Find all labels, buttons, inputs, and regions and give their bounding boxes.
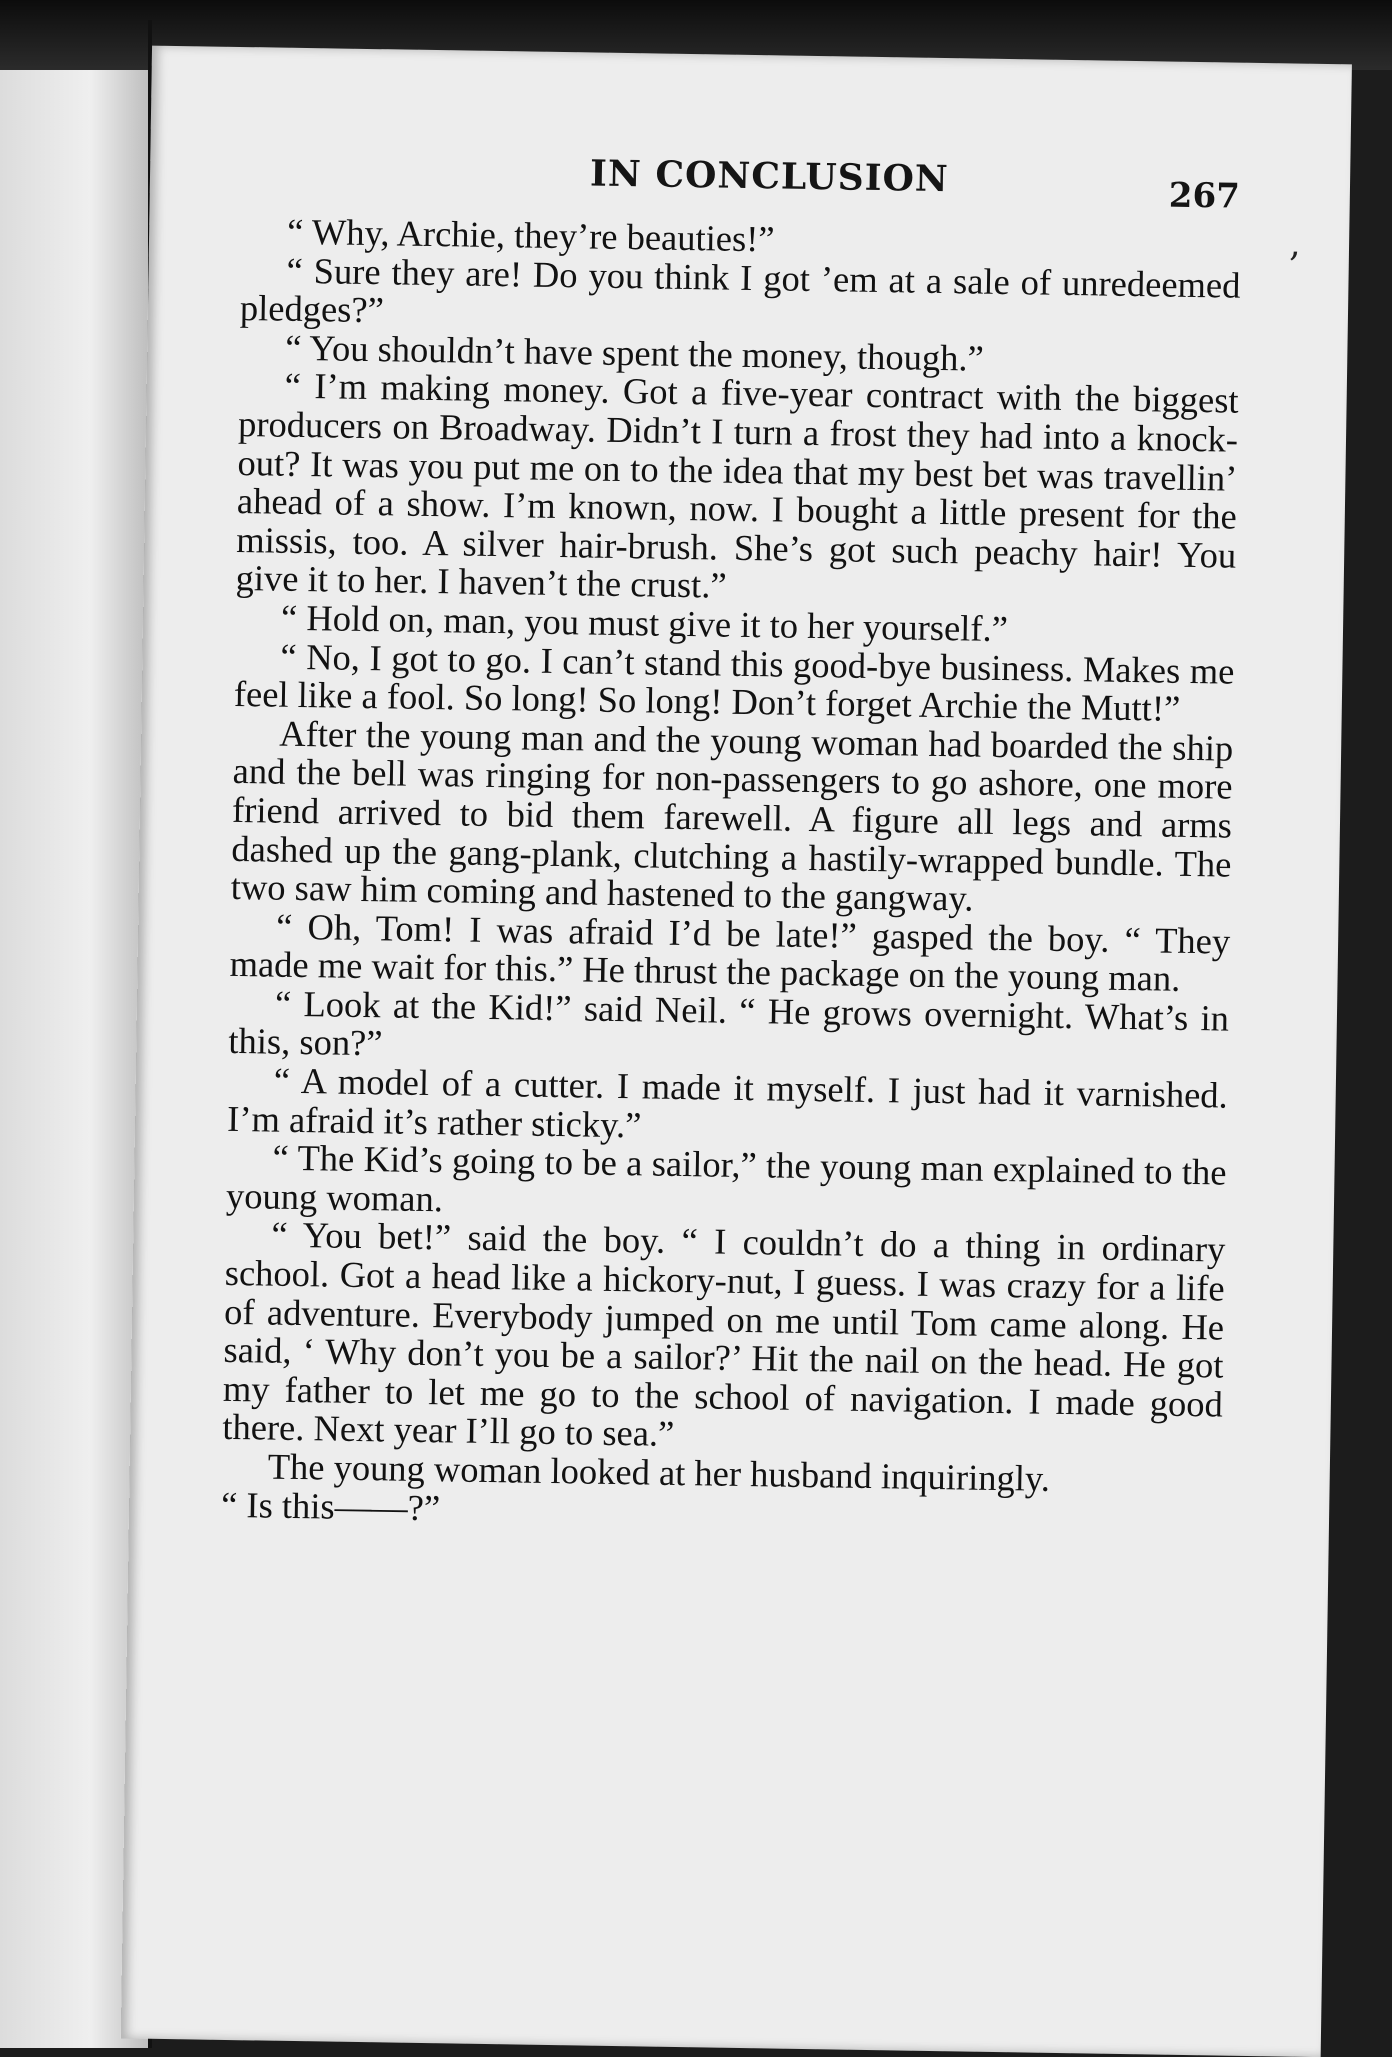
- running-head: IN CONCLUSION: [589, 152, 950, 201]
- paragraph: “ You bet!” said the boy. “ I couldn’t do a thing in ordinary school. Got a head like a hickory-nut, I guess. I was crazy for a life of adventure. Everybody jumped on me until Tom came along. He said, ‘ Why don’t you be a sailor?’ Hit the nail on the head. He got my father to let me go to the school of navigation. I made good there. Next year I’ll go to sea.”: [222, 1214, 1226, 1455]
- margin-mark: ‚: [1288, 223, 1301, 265]
- body-text: [221, 212, 1241, 1540]
- paragraph: “ A model of a cutter. I made it myself. I just had it varnished. I’m afraid it’s rather sticky.”: [226, 1059, 1229, 1146]
- paragraph: “ You shouldn’t have spent the money, though.”: [285, 326, 985, 379]
- paragraph: The young woman looked at her husband inquiringly.: [267, 1445, 1051, 1499]
- paragraph: “ Hold on, man, you must give it to her yourself.”: [280, 596, 1009, 650]
- paragraph: After the young man and the young woman had boarded the ship and the bell was ringing for non-passengers to go ashore, one more friend arrived to bid them farewell. A figure all legs and arms dashed up the gang-plank, clutching a hastily-wrapped bundle. The two saw him coming and hastened to the gangway.: [230, 712, 1234, 919]
- paragraph: “ Is this——?”: [220, 1483, 441, 1528]
- paragraph: “ I’m making money. Got a five-year contract with the biggest producers on Broadway. Didn’t I turn a frost they had into a knock-out? It was you put me on to the idea that my best bet was travellin’ ahead of a show. I’m known, now. I bought a little present for the missis, too. A silver hair-brush. She’s got such peachy hair! You give it to her. I haven’t the crust.”: [235, 365, 1239, 607]
- paragraph: “ Why, Archie, they’re beauties!”: [286, 210, 775, 260]
- book-page: [121, 46, 1352, 2057]
- paragraph: “ No, I got to go. I can’t stand this good-bye business. Makes me feel like a fool. So long! So long! Don’t forget Archie the Mutt!”: [233, 635, 1235, 729]
- paragraph: “ The Kid’s going to be a sailor,” the young man explained to the young woman.: [225, 1136, 1227, 1220]
- paragraph: “ Look at the Kid!” said Neil. “ He grows overnight. What’s in this, son?”: [228, 982, 1230, 1064]
- page-number: 267: [1168, 175, 1241, 217]
- paragraph: “ Oh, Tom! I was afraid I’d be late!” gasped the boy. “ They made me wait for this.” He thrust the package on the young man.: [229, 905, 1231, 1000]
- paragraph: “ Sure they are! Do you think I got ’em at a sale of unredeemed pledges?”: [239, 249, 1241, 331]
